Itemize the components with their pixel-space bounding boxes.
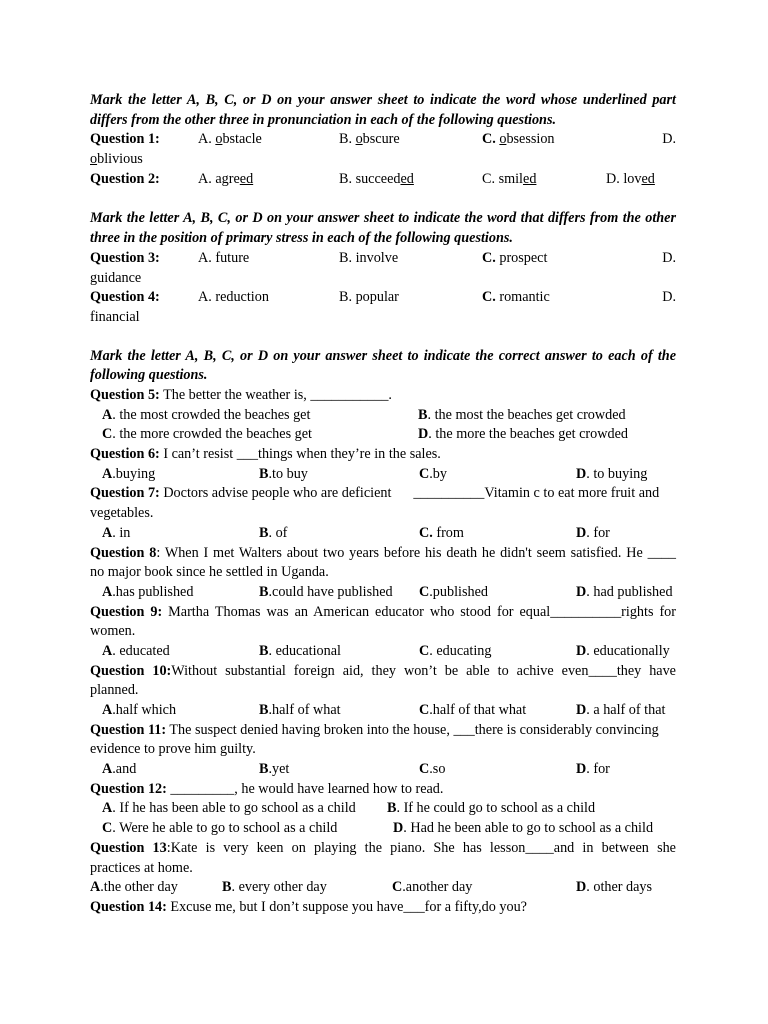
option-d-letter: D.	[662, 131, 676, 148]
question-text: I can’t resist ___things when they’re in the sales.	[163, 446, 441, 463]
option-c: C.published	[419, 583, 488, 600]
option-d: financial	[90, 308, 140, 325]
question-label: Question 7:	[90, 485, 160, 502]
option-b: B. popular	[339, 289, 399, 306]
question-4-wrap	[90, 308, 676, 328]
option-b: B. of	[259, 524, 288, 541]
question-2	[90, 170, 676, 190]
question-label: Question 14:	[90, 898, 167, 915]
question-1	[90, 130, 676, 150]
question-6	[90, 445, 676, 465]
question-label: Question 2:	[90, 170, 160, 187]
option-a: A.the other day	[90, 879, 178, 896]
option-d: D. other days	[576, 879, 653, 896]
option-c: C.so	[419, 761, 446, 778]
option-d: D. loved	[606, 170, 655, 187]
option-a: A. in	[102, 524, 131, 541]
question-label: Question 3:	[90, 249, 160, 266]
option-d: guidance	[90, 269, 142, 286]
option-d: D. for	[576, 524, 610, 541]
option-a: A.half which	[102, 702, 177, 719]
question-11: Question 11: The suspect denied having broken into the house, ___there is considerably convincing	[90, 721, 659, 738]
question-10: Question 10:Without substantial foreign aid, they won’t be able to achive even____they have	[90, 662, 676, 679]
option-a: A. obstacle	[198, 131, 262, 148]
question-label: Question 5:	[90, 387, 160, 404]
option-a: A. the most crowded the beaches get	[102, 406, 311, 423]
question-label: Question 10:	[90, 662, 172, 679]
option-c: C. Were he able to go to school as a child	[102, 820, 338, 837]
question-text: The better the weather is, ___________.	[163, 387, 392, 404]
question-3-wrap	[90, 269, 676, 289]
option-b: B.yet	[259, 761, 290, 778]
option-b: B. educational	[259, 642, 341, 659]
option-c: C. obsession	[482, 131, 555, 148]
question-4	[90, 288, 676, 308]
option-c: C. the more crowded the beaches get	[102, 426, 312, 443]
option-a: A. educated	[102, 642, 170, 659]
question-label: Question 8	[90, 544, 157, 561]
question-label: Question 13	[90, 839, 167, 856]
option-c: C. prospect	[482, 249, 548, 266]
question-12: Question 12: _________, he would have learned how to read.	[90, 780, 444, 797]
option-a: A.buying	[102, 465, 156, 482]
option-d: D. Had he been able to go to school as a child	[393, 820, 654, 837]
question-7: Question 7: Doctors advise people who are deficient __________Vitamin c to eat more fruit and	[90, 485, 660, 502]
option-d: oblivious	[90, 151, 143, 168]
option-d-letter: D.	[662, 289, 676, 306]
option-a: A. reduction	[198, 289, 269, 306]
section3-instruction: Mark the letter A, B, C, or D on your answer sheet to indicate the correct answer to each of the following questions.	[90, 347, 676, 384]
option-c: C. from	[419, 524, 464, 541]
question-label: Question 4:	[90, 289, 160, 306]
option-c: C. educating	[419, 642, 492, 659]
question-label: Question 9:	[90, 603, 163, 620]
question-1-wrap	[90, 150, 676, 170]
option-b: B.half of what	[259, 702, 341, 719]
exam-page: Mark the letter A, B, C, or D on your answer sheet to indicate the word whose underlined part differs from the other three in pronunciation in each of the following questions. Question 1: A. obstacle B. obscure C. obsession D. oblivious Question 2: A. agreed B. succeeded C. smiled D. loved Mark the letter A, B, C, or D on your answer sheet to indicate the word that differs from the other three in the position of primary stress in each of the following questions. Question 3: A. future B. involve C. prospect D. guidance Question 4: A. reduction B. popular C. romantic D. financial Mark the letter A, B, C, or D on your answer sheet to indicate the correct answer to each of the following questions. Question 5: The better the weather is, ___________. A. the most crowded the beaches get B. the most the beaches get crowded C. the more crowded the beaches get D. the more the beaches get crowded Question 6: I can’t resist ___things when they’re in the sales. A.buying B.to buy C.by D. to buying Question 7: Doctors advise people who are deficient __________Vitamin c to eat more fruit and vegetables. A. in B. of C. from D. for Question 8: When I met Walters about two years before his death he didn't seem satisfied. He ____ no major book since he settled in Uganda. A.has published B.could have published C.published D. had published Question 9: Martha Thomas was an American educator who stood for equal__________rights for women. A. educated B. educational C. educating D. educationally Question 10:Without substantial foreign aid, they won’t be able to achive even____they have planned. A.half which B.half of what C.half of that what D. a half of that Question 11: The suspect denied having broken into the house, ___there is considerably convincing evidence to prove him guilty. A.and B.yet C.so D. for Question 12: _________, he would have learned how to read. A. If he has been able to go school as a child B. If he could go to school as a child C. Were he able to go to school as a child D. Had he been able to go to school as a child Question 13:Kate is very keen on playing the piano. She has lesson____and in between she practices at home. A.the other day B. every other day C.another day D. other days Question 14: Excuse me, but I don’t suppose you have___for a fifty,do you?	[90, 91, 676, 918]
option-a: A. future	[198, 249, 250, 266]
option-c: C.half of that what	[419, 702, 527, 719]
option-c: C. romantic	[482, 289, 550, 306]
option-d: D. a half of that	[576, 702, 666, 719]
option-d: D. had published	[576, 583, 673, 600]
question-label: Question 11:	[90, 721, 167, 738]
question-8: Question 8: When I met Walters about two years before his death he didn't seem satisfied. He ____	[90, 544, 676, 561]
option-a: A. agreed	[198, 170, 254, 187]
question-3	[90, 249, 676, 269]
question-label: Question 6:	[90, 446, 160, 463]
option-b: B. succeeded	[339, 170, 414, 187]
section1-instruction: Mark the letter A, B, C, or D on your answer sheet to indicate the word whose underlined part differs from the other three in pronunciation in each of the following questions.	[90, 92, 676, 128]
option-a: A.and	[102, 761, 137, 778]
option-b: B.could have published	[259, 583, 393, 600]
option-b: B. every other day	[222, 879, 327, 896]
question-5	[90, 386, 676, 406]
option-d-letter: D.	[662, 249, 676, 266]
question-9: Question 9: Martha Thomas was an American educator who stood for equal__________rights for	[90, 603, 677, 620]
option-b: B. If he could go to school as a child	[387, 800, 596, 817]
option-c: C.by	[419, 465, 447, 482]
option-c: C. smiled	[482, 170, 537, 187]
option-d: D. for	[576, 761, 610, 778]
option-b: B. obscure	[339, 131, 400, 148]
option-a: A. If he has been able to go school as a child	[102, 800, 356, 817]
question-label: Question 12:	[90, 780, 167, 797]
option-a: A.has published	[102, 583, 194, 600]
option-d: D. the more the beaches get crowded	[418, 426, 628, 443]
question-14: Question 14: Excuse me, but I don’t suppose you have___for a fifty,do you?	[90, 898, 527, 915]
option-d: D. educationally	[576, 642, 670, 659]
option-d: D. to buying	[576, 465, 648, 482]
question-label: Question 1:	[90, 131, 160, 148]
option-b: B. involve	[339, 249, 399, 266]
option-c: C.another day	[392, 879, 473, 896]
section2-instruction: Mark the letter A, B, C, or D on your answer sheet to indicate the word that differs from the other three in the position of primary stress in each of the following questions.	[90, 210, 676, 247]
option-b: B.to buy	[259, 465, 308, 482]
option-b: B. the most the beaches get crowded	[418, 406, 626, 423]
question-13: Question 13:Kate is very keen on playing the piano. She has lesson____and in between she	[90, 839, 676, 856]
